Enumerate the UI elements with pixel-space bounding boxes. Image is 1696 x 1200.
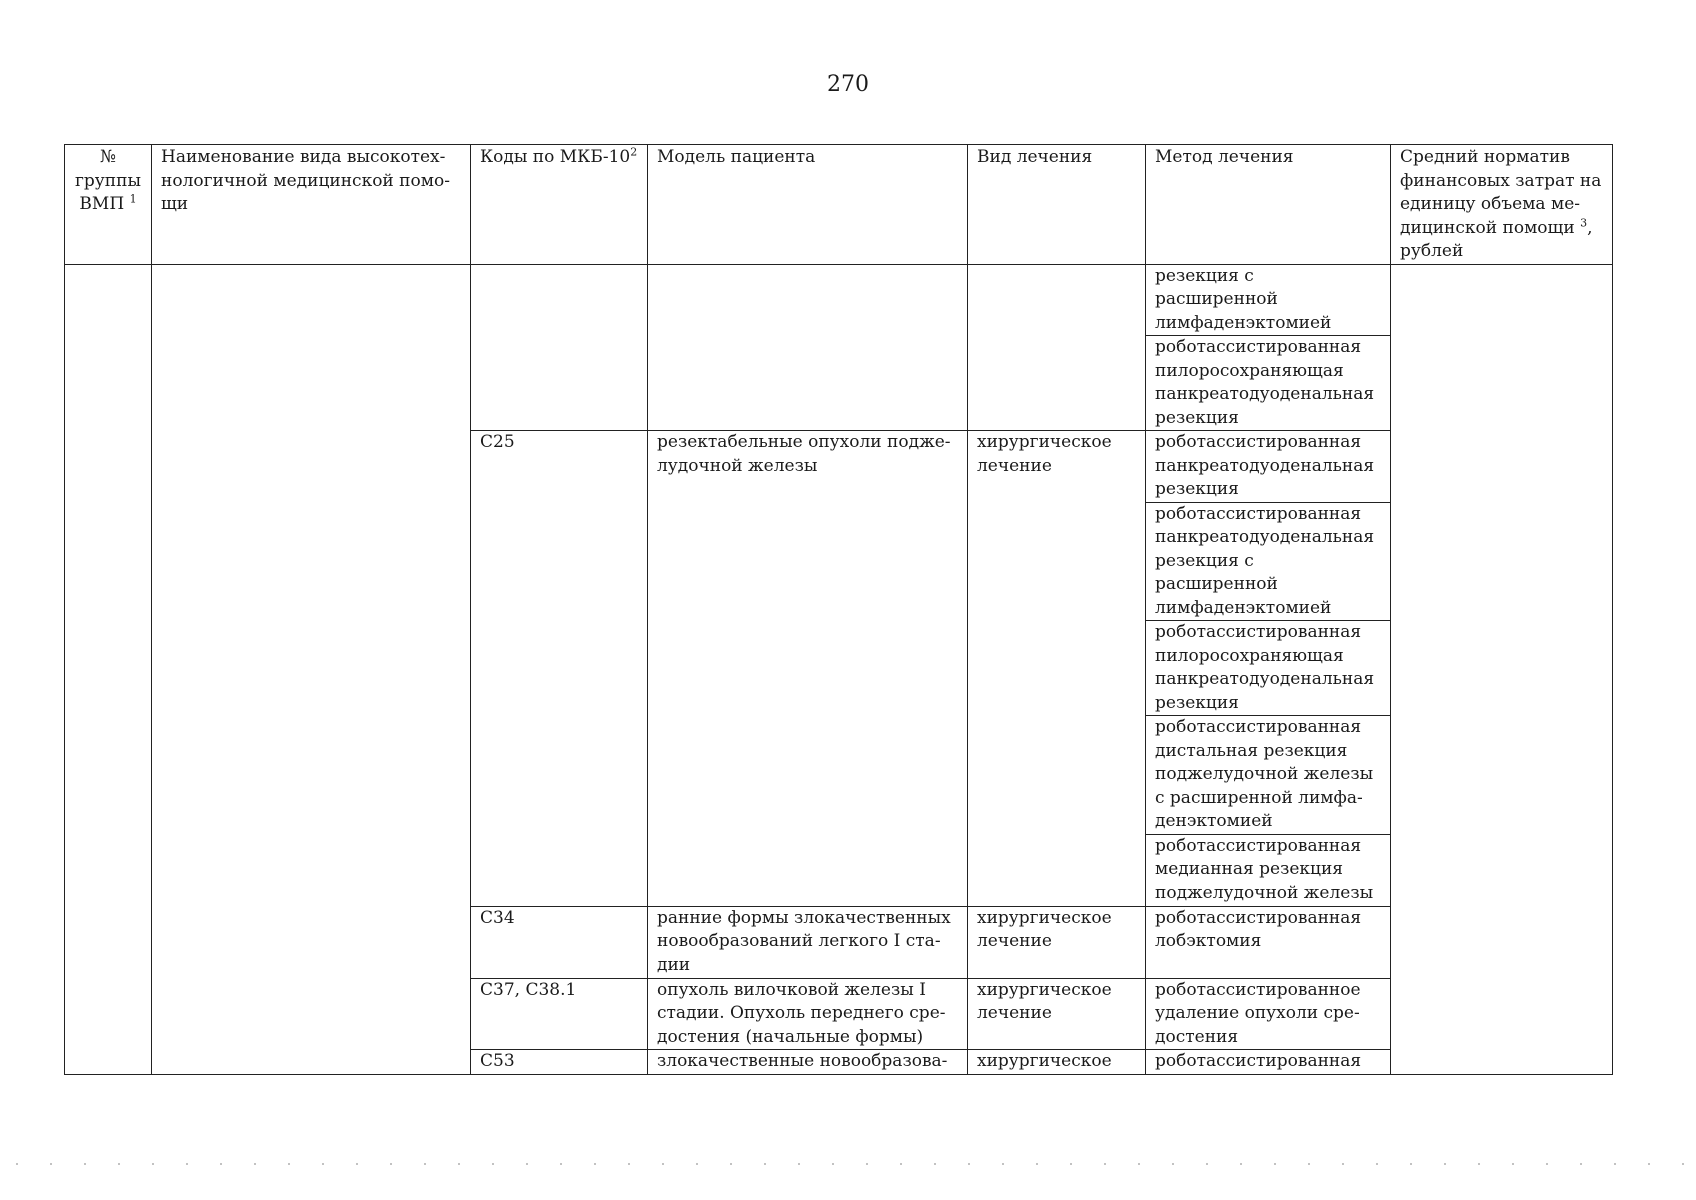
cell-cost	[1391, 264, 1613, 1074]
cell-model	[648, 264, 968, 431]
header-model: Модель пациента	[648, 145, 968, 265]
cell-method: роботассистированная панкреатодуоденальная резекция с расширенной лимфаденэктомией	[1146, 502, 1391, 621]
cell-code: C37, C38.1	[471, 978, 648, 1050]
cell-method: роботассистированная медианная резекция поджелудочной железы	[1146, 834, 1391, 906]
header-name: Наименование вида высокотех-нологичной медицинской помо-щи	[152, 145, 471, 265]
page-number: 270	[827, 72, 869, 97]
table-header-row	[65, 145, 1613, 265]
cell-method: роботассистированная пилоросохраняющая панкреатодуоденальная резекция	[1146, 336, 1391, 431]
cell-name	[152, 264, 471, 1074]
cell-code	[471, 264, 648, 431]
header-method: Метод лечения	[1146, 145, 1391, 265]
cell-model: резектабельные опухоли подже-лудочной железы	[648, 431, 968, 907]
cell-type	[968, 264, 1146, 431]
vmp-table	[64, 144, 1613, 1075]
cell-type: хирургическое лечение	[968, 431, 1146, 907]
header-treatment-type: Вид лечения	[968, 145, 1146, 265]
cell-model: ранние формы злокачественных новообразований легкого I ста-дии	[648, 906, 968, 978]
header-group-no: № группы ВМП $^1$	[65, 145, 152, 265]
cell-method: роботассистированная панкреатодуоденальная резекция	[1146, 431, 1391, 503]
cell-model: злокачественные новообразова-	[648, 1050, 968, 1075]
scan-noise-dots	[0, 1163, 1696, 1165]
table-row	[65, 264, 1613, 336]
cell-code: C53	[471, 1050, 648, 1075]
cell-group-no	[65, 264, 152, 1074]
cell-method: резекция с расширенной лимфаденэктомией	[1146, 264, 1391, 336]
cell-code: C25	[471, 431, 648, 907]
cell-method: роботассистированная	[1146, 1050, 1391, 1075]
cell-code: C34	[471, 906, 648, 978]
cell-type: хирургическое лечение	[968, 906, 1146, 978]
cell-method: роботассистированное удаление опухоли сре-достения	[1146, 978, 1391, 1050]
header-cost: Средний норматив финансовых затрат на единицу объема ме-дицинской помощи $^3$, рублей	[1391, 145, 1613, 265]
cell-method: роботассистированная пилоросохраняющая панкреатодуоденальная резекция	[1146, 621, 1391, 716]
cell-type: хирургическое	[968, 1050, 1146, 1075]
cell-model: опухоль вилочковой железы I стадии. Опухоль переднего сре-достения (начальные формы)	[648, 978, 968, 1050]
cell-method: роботассистированная дистальная резекция поджелудочной железы с расширенной лимфа-денэктомией	[1146, 716, 1391, 835]
cell-method: роботассистированная лобэктомия	[1146, 906, 1391, 978]
cell-type: хирургическое лечение	[968, 978, 1146, 1050]
header-codes: Коды по МКБ-$10^2$	[471, 145, 648, 265]
